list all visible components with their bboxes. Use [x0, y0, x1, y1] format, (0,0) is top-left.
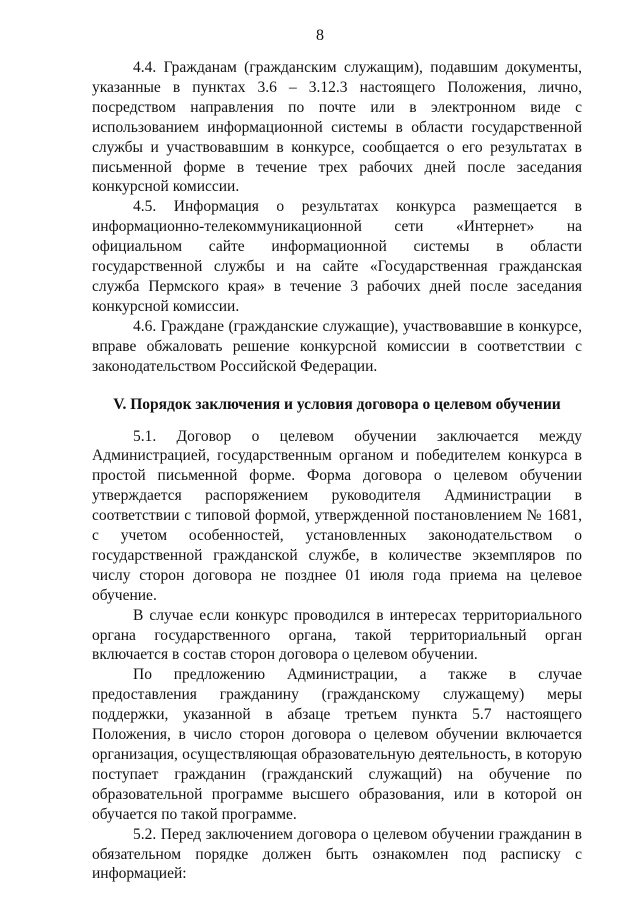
paragraph-4-6: 4.6. Граждане (гражданские служащие), участвовавшие в конкурсе, вправе обжаловать решение конкурсной комиссии в соответствии с законодательством Российской Федерации.: [92, 317, 582, 375]
section-heading: V. Порядок заключения и условия договора о целевом обучении: [113, 395, 561, 413]
spacer: [92, 377, 582, 395]
spacer: [92, 415, 582, 427]
paragraph-4-4: 4.4. Гражданам (гражданским служащим), подавшим документы, указанные в пунктах 3.6 – 3.12.3 настоящего Положения, лично, посредством направления по почте или в электронном виде с использованием информационной системы в области государственной службы и участвовавшим в конкурсе, сообщается о его результатах в письменной форме в течение трех рабочих дней после заседания конкурсной комиссии.: [92, 59, 582, 196]
paragraph-5-2: 5.2. Перед заключением договора о целевом обучении гражданин в обязательном порядке должен быть ознакомлен под расписку с информацией:: [92, 825, 582, 883]
paragraph-4-5: 4.5. Информация о результатах конкурса размещается в информационно-телекоммуникационной сети «Интернет» на официальном сайте информационной системы в области государственной службы и на сайте «Государственная гражданская служба Пермского края» в течение 3 рабочих дней после заседания конкурсной комиссии.: [92, 198, 582, 315]
page-number: 8: [316, 27, 324, 44]
document-body: [92, 58, 582, 884]
paragraph-territorial-body: В случае если конкурс проводился в интересах территориального органа государственного органа, такой территориальный орган включается в состав сторон договора о целевом обучении.: [92, 606, 582, 664]
paragraph-5-1: 5.1. Договор о целевом обучении заключается между Администрацией, государственным органом и победителем конкурса в простой письменной форме. Форма договора о целевом обучении утверждается распоряжением руководителя Администрации в соответствии с типовой формой, утвержденной постановлением № 1681, с учетом особенностей, установленных законодательством о государственной гражданской службе, в количестве экземпляров по числу сторон договора не позднее 01 июля года приема на целевое обучение.: [92, 427, 582, 604]
paragraph-administration-proposal: По предложению Администрации, а также в случае предоставления гражданину (гражданскому служащему) меры поддержки, указанной в абзаце третьем пункта 5.7 настоящего Положения, в число сторон договора о целевом обучении включается организация, осуществляющая образовательную деятельность, в которую поступает гражданин (гражданский служащий) на обучение по образовательной программе высшего образования, или в которой он обучается по такой программе.: [92, 666, 582, 823]
